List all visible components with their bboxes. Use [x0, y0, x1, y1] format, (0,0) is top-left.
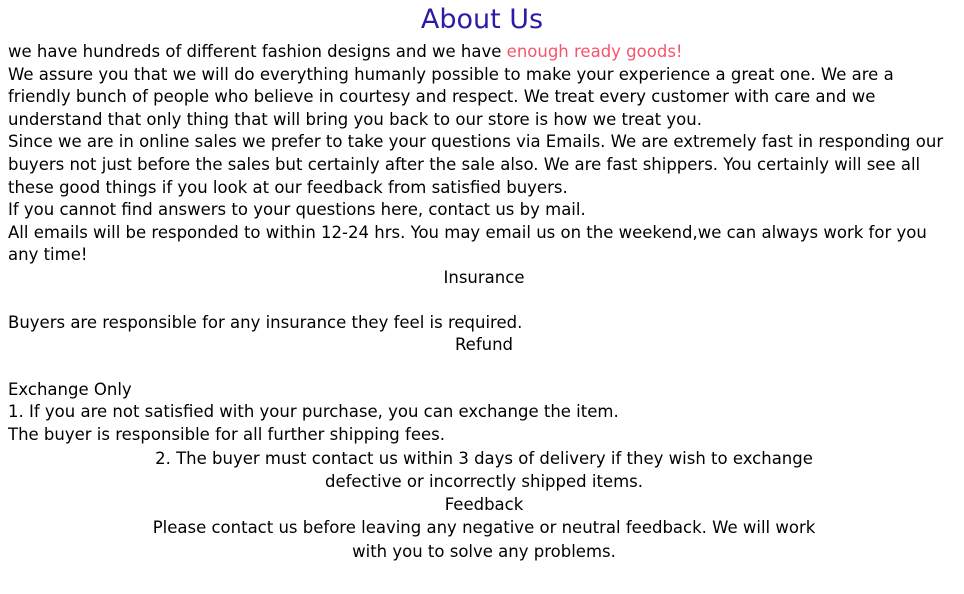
paragraph-assurance: We assure you that we will do everything humanly possible to make your experience a great one. We are a friendly bunch of people who believe in courtesy and respect. We treat every customer with care and we understand that only thing that will bring you back to our store is how we treat you. — [8, 64, 894, 129]
section-heading-feedback: Feedback — [444, 494, 524, 514]
refund-line-exchange-only: Exchange Only — [8, 379, 132, 399]
refund-line-item-2: 2. The buyer must contact us within 3 days of delivery if they wish to exchange defective or incorrectly shipped items. — [155, 448, 813, 492]
paragraph-response-time: All emails will be responded to within 12-24 hrs. You may email us on the weekend,we can always work for you any time! — [8, 222, 927, 265]
spacer-refund — [8, 357, 960, 379]
intro-lead-text: we have hundreds of different fashion designs and we have — [8, 42, 507, 62]
paragraph-contact: If you cannot find answers to your questions here, contact us by mail. — [8, 200, 586, 220]
refund-line-item-1: 1. If you are not satisfied with your purchase, you can exchange the item. — [8, 402, 619, 422]
paragraph-online-sales: Since we are in online sales we prefer to take your questions via Emails. We are extremely fast in responding our buyers not just before the sales but certainly after the sale also. We are fast shippers. You certainly will see all these good things if you look at our feedback from satisfied buyers. — [8, 132, 944, 197]
about-us-content — [0, 41, 964, 563]
section-heading-refund: Refund — [454, 335, 514, 355]
spacer-insurance — [8, 290, 960, 312]
page-title: About Us — [420, 4, 544, 35]
insurance-body: Buyers are responsible for any insurance they feel is required. — [8, 312, 523, 332]
intro-paragraph — [8, 41, 960, 64]
refund-line-shipping-fees: The buyer is responsible for all further shipping fees. — [8, 424, 445, 444]
section-heading-insurance: Insurance — [443, 267, 525, 287]
intro-highlight-text: enough ready goods! — [506, 42, 683, 62]
feedback-body: Please contact us before leaving any negative or neutral feedback. We will work with you to solve any problems. — [152, 518, 816, 561]
